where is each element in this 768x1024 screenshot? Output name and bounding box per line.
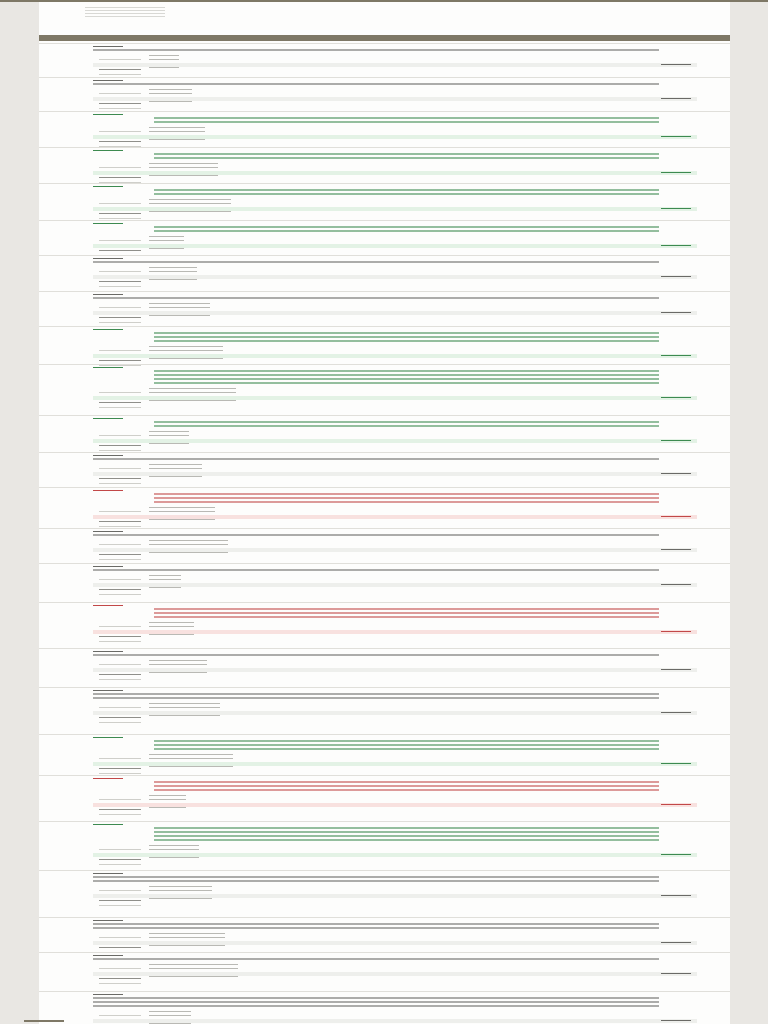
status-badge (93, 223, 123, 226)
record-list (39, 43, 730, 1024)
band-marker (661, 172, 691, 173)
status-badge (93, 824, 123, 827)
status-badge (93, 490, 123, 493)
band-marker (661, 473, 691, 474)
band-marker (661, 973, 691, 974)
record-title[interactable] (93, 49, 659, 53)
list-item[interactable] (39, 487, 730, 528)
status-band (93, 711, 697, 715)
band-marker (661, 208, 691, 209)
status-badge (93, 418, 123, 421)
scrollbar-thumb[interactable] (24, 1020, 64, 1022)
status-band (93, 548, 697, 552)
record-title[interactable] (93, 693, 659, 701)
band-marker (661, 440, 691, 441)
status-badge (93, 114, 123, 117)
band-marker (661, 942, 691, 943)
field-underline (99, 214, 141, 219)
status-band (93, 515, 697, 519)
record-title[interactable] (154, 226, 659, 234)
document-page (39, 2, 730, 1024)
field-underline (99, 675, 141, 680)
list-item[interactable] (39, 648, 730, 687)
field-underline (99, 555, 141, 560)
list-item[interactable] (39, 43, 730, 77)
record-title[interactable] (93, 458, 659, 462)
record-title[interactable] (93, 83, 659, 87)
list-item[interactable] (39, 528, 730, 563)
status-badge (93, 150, 123, 153)
record-title[interactable] (154, 781, 659, 793)
list-header-bar (39, 35, 730, 41)
field-underline (99, 318, 141, 323)
band-marker (661, 669, 691, 670)
record-title[interactable] (93, 297, 659, 301)
record-title[interactable] (154, 740, 659, 752)
band-marker (661, 355, 691, 356)
status-band (93, 894, 697, 898)
list-item[interactable] (39, 734, 730, 775)
status-badge (93, 778, 123, 781)
band-marker (661, 584, 691, 585)
record-title[interactable] (154, 370, 659, 386)
status-band (93, 972, 697, 976)
status-badge (93, 367, 123, 370)
list-item[interactable] (39, 291, 730, 326)
meta-lines (85, 5, 165, 17)
band-marker (661, 854, 691, 855)
status-band (93, 853, 697, 857)
field-underline (99, 446, 141, 451)
record-title[interactable] (154, 189, 659, 197)
list-item[interactable] (39, 220, 730, 255)
list-item[interactable] (39, 77, 730, 111)
status-badge (93, 329, 123, 332)
list-item[interactable] (39, 111, 730, 147)
record-title[interactable] (93, 261, 659, 265)
list-item[interactable] (39, 687, 730, 734)
field-underline (99, 769, 141, 774)
list-item[interactable] (39, 364, 730, 415)
status-band (93, 63, 697, 67)
status-band (93, 207, 697, 211)
status-band (93, 311, 697, 315)
field-underline (99, 104, 141, 109)
band-marker (661, 763, 691, 764)
band-marker (661, 64, 691, 65)
record-title[interactable] (93, 569, 659, 573)
status-band (93, 354, 697, 358)
band-marker (661, 397, 691, 398)
record-title[interactable] (93, 958, 659, 962)
list-item[interactable] (39, 147, 730, 183)
band-marker (661, 895, 691, 896)
list-item[interactable] (39, 775, 730, 821)
list-item[interactable] (39, 255, 730, 291)
field-underline (99, 637, 141, 642)
record-title[interactable] (93, 654, 659, 658)
band-marker (661, 245, 691, 246)
list-item[interactable] (39, 917, 730, 952)
list-item[interactable] (39, 452, 730, 487)
status-band (93, 244, 697, 248)
list-item[interactable] (39, 563, 730, 602)
status-band (93, 630, 697, 634)
field-underline (99, 979, 141, 984)
band-marker (661, 312, 691, 313)
record-title[interactable] (93, 534, 659, 538)
band-marker (661, 276, 691, 277)
field-underline (99, 590, 141, 595)
status-badge (93, 737, 123, 740)
status-band (93, 583, 697, 587)
list-item[interactable] (39, 183, 730, 220)
list-item[interactable] (39, 952, 730, 991)
status-band (93, 396, 697, 400)
list-item[interactable] (39, 821, 730, 870)
band-marker (661, 549, 691, 550)
status-band (93, 171, 697, 175)
band-marker (661, 631, 691, 632)
record-title[interactable] (93, 876, 659, 884)
status-band (93, 941, 697, 945)
field-underline (99, 522, 141, 527)
field-underline (99, 70, 141, 75)
record-title[interactable] (154, 421, 659, 429)
field-underline (99, 403, 141, 408)
field-underline (99, 810, 141, 815)
record-title[interactable] (154, 827, 659, 843)
field-underline (99, 901, 141, 906)
status-badge (93, 186, 123, 189)
band-marker (661, 804, 691, 805)
list-item[interactable] (39, 415, 730, 452)
field-underline (99, 479, 141, 484)
status-band (93, 803, 697, 807)
record-title[interactable] (154, 332, 659, 344)
status-band (93, 135, 697, 139)
list-item[interactable] (39, 602, 730, 648)
status-badge (93, 605, 123, 608)
status-band (93, 472, 697, 476)
record-title[interactable] (93, 923, 659, 931)
record-title[interactable] (93, 997, 659, 1009)
status-band (93, 275, 697, 279)
field-underline (99, 718, 141, 723)
status-band (93, 762, 697, 766)
band-marker (661, 712, 691, 713)
field-underline (99, 860, 141, 865)
record-title[interactable] (154, 153, 659, 161)
field-underline (99, 282, 141, 287)
list-item[interactable] (39, 870, 730, 917)
band-marker (661, 516, 691, 517)
record-title[interactable] (154, 493, 659, 505)
record-title[interactable] (154, 608, 659, 620)
list-item[interactable] (39, 326, 730, 364)
status-band (93, 668, 697, 672)
band-marker (661, 136, 691, 137)
band-marker (661, 98, 691, 99)
status-band (93, 439, 697, 443)
status-band (93, 97, 697, 101)
record-title[interactable] (154, 117, 659, 125)
document-meta (39, 2, 730, 34)
page-footer (39, 1016, 730, 1024)
